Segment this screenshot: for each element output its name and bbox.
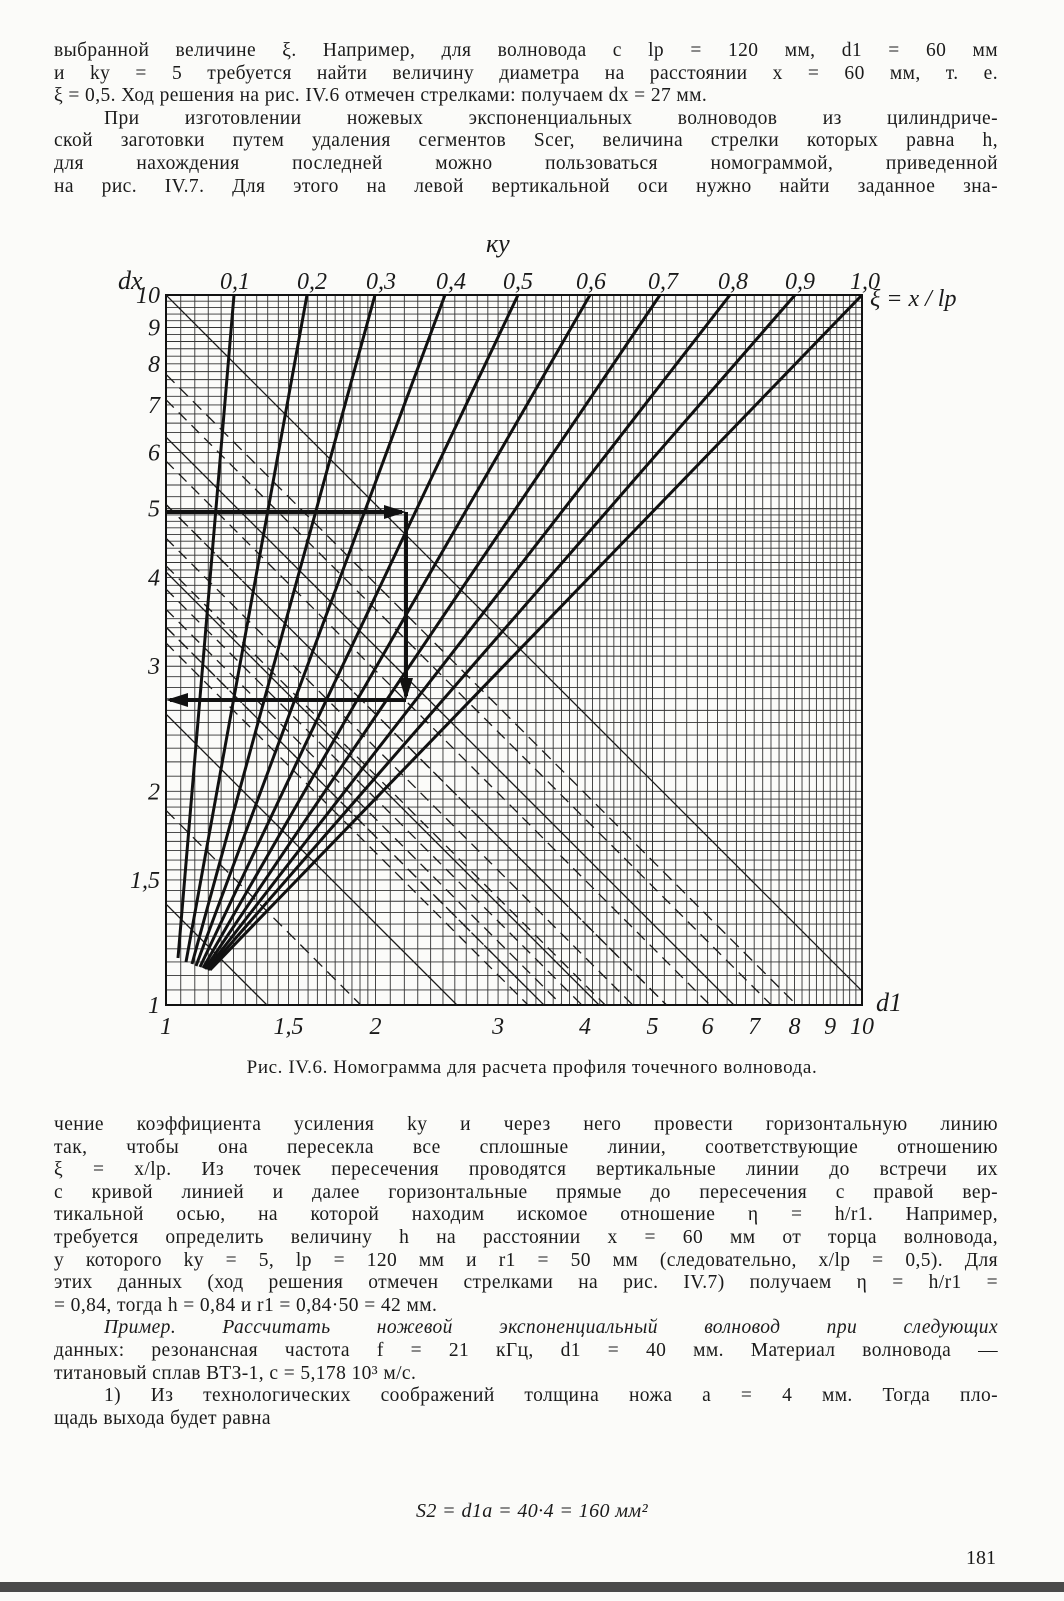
text-line: 1) Из технологических соображений толщина ножа a = 4 мм. Тогда пло- — [104, 1385, 998, 1407]
top-tick-label: 0,6 — [576, 269, 606, 295]
bottom-tick-label: 4 — [579, 1014, 592, 1040]
top-tick-label: 0,8 — [718, 269, 748, 295]
text-line: ξ = 0,5. Ход решения на рис. IV.6 отмечен стрелками: получаем dx = 27 мм. — [54, 85, 708, 107]
text-line: чение коэффициента усиления kу и через него провести горизонтальную линию — [54, 1114, 998, 1135]
left-tick-label: 9 — [148, 315, 160, 342]
top-tick-label: 0,4 — [436, 269, 466, 295]
left-tick-label: 4 — [148, 565, 160, 592]
left-tick-label: 1,5 — [130, 867, 160, 894]
text-line: ской заготовки путем удаления сегментов Sсег, величина стрелки которых равна h, — [54, 130, 998, 152]
page-number: 181 — [966, 1547, 996, 1569]
text-line: При изготовлении ножевых экспоненциальных волноводов из цилиндриче- — [104, 107, 998, 129]
figure-caption: Рис. IV.6. Номограмма для расчета профиля точечного волновода. — [246, 1057, 818, 1078]
text-line: так, чтобы она пересекла все сплошные линии, соответствующие отношению — [54, 1136, 998, 1158]
left-axis-title: dx — [118, 266, 143, 295]
text-line: для нахождения последней можно пользоваться номограммой, приведенной — [54, 152, 998, 174]
left-tick-label: 6 — [148, 440, 160, 467]
arrowhead-left — [166, 693, 188, 707]
nomogram-figure — [0, 225, 1064, 1055]
bottom-tick-label: 9 — [824, 1014, 837, 1040]
bottom-tick-label: 10 — [850, 1014, 874, 1040]
text-line: требуется определить величину h на расстоянии x = 60 мм от торца волновода, — [54, 1226, 998, 1248]
bottom-tick-label: 5 — [646, 1014, 659, 1040]
left-tick-label: 1 — [148, 993, 160, 1019]
top-axis-title: ку — [486, 229, 510, 258]
text-line: и kу = 5 требуется найти величину диаметра на расстоянии x = 60 мм, т. е. — [54, 62, 998, 84]
left-tick-label: 5 — [148, 496, 160, 523]
left-tick-label: 10 — [136, 283, 160, 309]
top-tick-label: 0,2 — [297, 269, 327, 295]
top-paragraph — [54, 40, 998, 198]
left-tick-label: 8 — [148, 351, 160, 378]
bottom-tick-label: 2 — [369, 1014, 382, 1040]
text-line: титановый сплав ВТЗ-1, c = 5,178 10³ м/с. — [54, 1362, 417, 1384]
left-tick-label: 7 — [148, 392, 160, 419]
text-line: выбранной величине ξ. Например, для волновода с lр = 120 мм, d1 = 60 мм — [54, 40, 998, 61]
text-line: ξ = x/lр. Из точек пересечения проводятся вертикальные линии до встречи их — [54, 1159, 998, 1181]
xi-solid-line — [192, 295, 375, 964]
text-line: Пример. Рассчитать ножевой экспоненциальный волновод при следующих — [104, 1317, 998, 1339]
bottom-axis-title: d1 — [876, 988, 902, 1017]
bottom-tick-label: 3 — [492, 1014, 505, 1040]
left-tick-label: 3 — [148, 654, 160, 681]
top-tick-label: 1,0 — [850, 269, 880, 295]
top-tick-label: 0,9 — [785, 269, 815, 295]
text-line: данных: резонансная частота f = 21 кГц, d1 = 40 мм. Материал волновода — — [54, 1339, 998, 1361]
arrowhead-right — [384, 505, 406, 519]
top-tick-label: 0,1 — [220, 269, 250, 295]
text-line: = 0,84, тогда h = 0,84 и r1 = 0,84·50 = 42 мм. — [54, 1294, 438, 1316]
text-line: тикальной осью, на которой находим искомое отношение η = h/r1. Например, — [54, 1204, 998, 1226]
text-line: этих данных (ход решения отмечен стрелками на рис. IV.7) получаем η = h/r1 = — [54, 1272, 998, 1294]
bottom-tick-label: 1,5 — [273, 1014, 304, 1040]
bottom-paragraph — [54, 1114, 998, 1430]
page-edge — [0, 1582, 1064, 1592]
bottom-tick-label: 6 — [701, 1014, 714, 1040]
text-line: с кривой линией и далее горизонтальные прямые до пересечения с правой вер- — [54, 1181, 998, 1203]
bottom-tick-label: 7 — [748, 1014, 761, 1040]
text-line: щадь выхода будет равна — [54, 1407, 271, 1429]
left-tick-label: 2 — [148, 779, 160, 806]
text-line: на рис. IV.7. Для этого на левой вертикальной оси нужно найти заданное зна- — [54, 175, 998, 197]
bottom-tick-label: 8 — [788, 1014, 801, 1040]
right-axis-title: ξ = x / lр — [870, 286, 957, 312]
bottom-tick-label: 1 — [160, 1014, 172, 1040]
top-tick-label: 0,3 — [366, 269, 396, 295]
text-line: у которого kу = 5, lр = 120 мм и r1 = 50 мм (следовательно, x/lр = 0,5). Для — [54, 1249, 998, 1271]
top-tick-label: 0,7 — [648, 269, 678, 295]
top-tick-label: 0,5 — [503, 269, 533, 295]
formula: S2 = d1a = 40·4 = 160 мм² — [415, 1500, 648, 1522]
